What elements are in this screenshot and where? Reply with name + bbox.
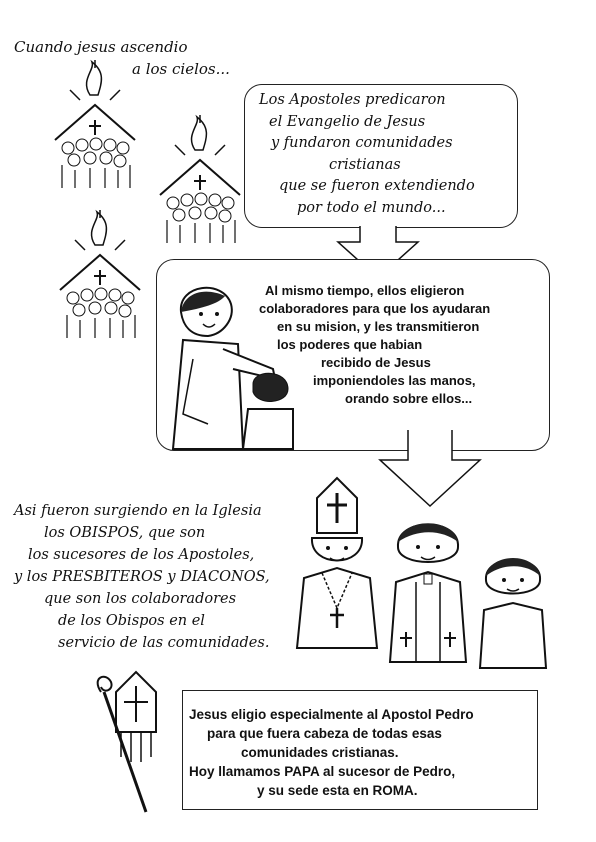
apostles-line-2: el Evangelio de Jesus bbox=[269, 113, 426, 130]
bishops-line-5: que son los colaboradores bbox=[44, 591, 237, 607]
bishops-line-1: Asi fueron surgiendo en la Iglesia bbox=[14, 503, 262, 519]
collaborators-box bbox=[156, 259, 550, 451]
intro-line-1: Cuando jesus ascendio bbox=[14, 38, 188, 56]
apostles-box bbox=[244, 84, 518, 228]
pope-line-3: comunidades cristianas. bbox=[241, 745, 399, 760]
collab-line-6: imponiendoles las manos, bbox=[313, 373, 476, 388]
collab-line-2: colaboradores para que los ayudaran bbox=[259, 301, 491, 316]
collab-line-3: en su mision, y les transmitieron bbox=[277, 319, 480, 334]
bishops-line-2: los OBISPOS, que son bbox=[44, 525, 206, 541]
pope-box bbox=[182, 690, 538, 810]
apostles-line-5: que se fueron extendiendo bbox=[279, 178, 475, 194]
pope-line-2: para que fuera cabeza de todas esas bbox=[207, 726, 442, 741]
church-illustration-1 bbox=[50, 60, 140, 190]
bishops-text bbox=[14, 500, 270, 654]
apostles-line-6: por todo el mundo... bbox=[297, 199, 446, 216]
collab-line-1: Al mismo tiempo, ellos eligieron bbox=[265, 283, 465, 298]
bishops-line-6: de los Obispos en el bbox=[58, 613, 205, 629]
bishops-line-7: servicio de las comunidades. bbox=[58, 635, 270, 651]
pope-line-5: y su sede esta en ROMA. bbox=[257, 783, 418, 798]
bishop-illustration bbox=[292, 478, 382, 648]
collab-line-5: recibido de Jesus bbox=[321, 355, 431, 370]
arrow-down-2 bbox=[380, 430, 480, 506]
collab-line-4: los poderes que habian bbox=[277, 337, 423, 352]
bishops-line-4: y los PRESBITEROS y DIACONOS, bbox=[14, 569, 270, 585]
apostles-line-1: Los Apostoles predicaron bbox=[259, 92, 446, 108]
collab-line-7: orando sobre ellos... bbox=[345, 391, 473, 406]
pope-text bbox=[189, 705, 474, 800]
pope-line-4: Hoy llamamos PAPA al sucesor de Pedro, bbox=[189, 764, 456, 779]
apostles-text bbox=[259, 90, 475, 219]
bishops-line-3: los sucesores de los Apostoles, bbox=[28, 547, 255, 563]
collaborators-text bbox=[259, 282, 490, 408]
deacon-illustration bbox=[478, 548, 548, 668]
church-illustration-2 bbox=[155, 115, 245, 245]
papal-crosier-miter-illustration bbox=[86, 672, 181, 812]
apostles-line-4: cristianas bbox=[329, 156, 401, 173]
apostles-line-3: y fundaron comunidades bbox=[271, 135, 453, 151]
pope-line-1: Jesus eligio especialmente al Apostol Pedro bbox=[189, 707, 474, 722]
intro-line-2: a los cielos... bbox=[132, 60, 230, 78]
church-illustration-3 bbox=[55, 210, 145, 340]
priest-illustration bbox=[388, 512, 468, 662]
